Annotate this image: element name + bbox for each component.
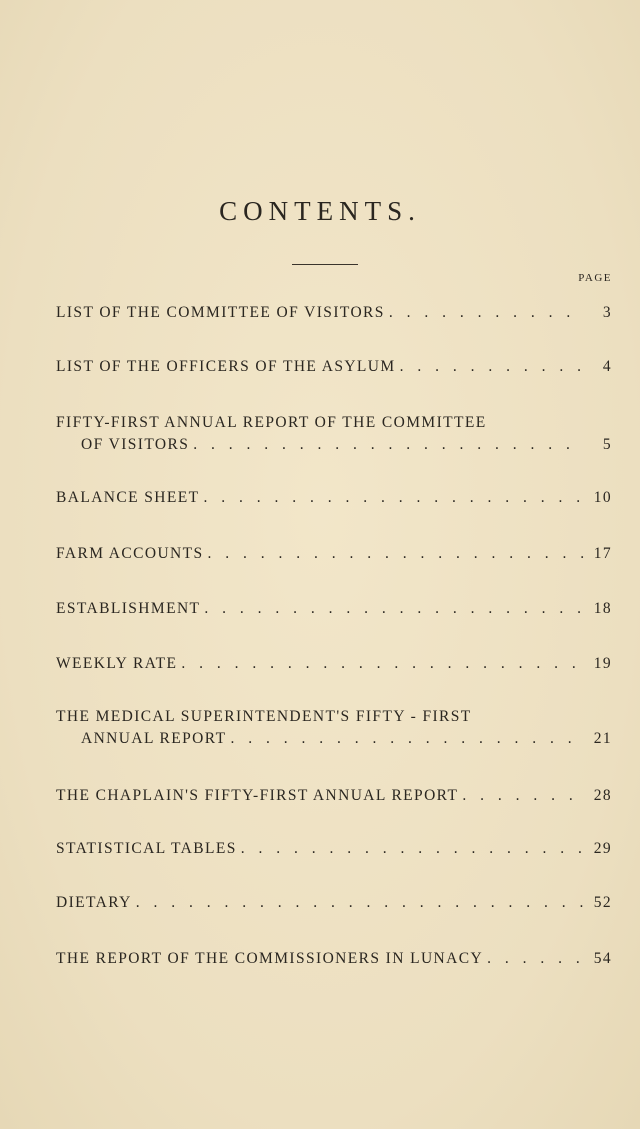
- dot-leader: [396, 356, 584, 378]
- page-title: CONTENTS.: [219, 196, 421, 226]
- entry-page: 21: [593, 730, 612, 747]
- entry-page: 29: [593, 840, 612, 857]
- entry-title: THE CHAPLAIN'S FIFTY-FIRST ANNUAL REPORT: [56, 787, 459, 804]
- entry-title-line1: FIFTY-FIRST ANNUAL REPORT OF THE COMMITTEE: [56, 414, 487, 431]
- entry-title: BALANCE SHEET: [56, 489, 200, 506]
- toc-entry-commissioners-in-lunacy: [56, 948, 612, 970]
- dot-leader: [385, 302, 584, 324]
- entry-page: 5: [602, 436, 612, 453]
- dot-leader: [132, 892, 584, 914]
- dot-leader: [226, 728, 584, 750]
- entry-title: STATISTICAL TABLES: [56, 840, 237, 857]
- page-column-label: PAGE: [578, 272, 612, 284]
- entry-title: ANNUAL REPORT: [81, 730, 227, 747]
- toc-entry-balance-sheet: [56, 487, 612, 509]
- dot-leader: [237, 838, 584, 860]
- entry-page: 28: [593, 787, 612, 804]
- entry-page: 54: [593, 950, 612, 967]
- entry-page: 19: [593, 655, 612, 672]
- entry-title: LIST OF THE OFFICERS OF THE ASYLUM: [56, 358, 396, 375]
- entry-page: 52: [593, 894, 612, 911]
- dot-leader: [189, 434, 584, 456]
- dot-leader: [177, 653, 584, 675]
- entry-title: OF VISITORS: [81, 436, 190, 453]
- toc-entry-statistical-tables: [56, 838, 612, 860]
- toc-entry-committee-of-visitors: [56, 302, 612, 324]
- entry-page: 17: [593, 545, 612, 562]
- dot-leader: [458, 785, 584, 807]
- entry-page: 4: [602, 358, 612, 375]
- entry-title: FARM ACCOUNTS: [56, 545, 204, 562]
- toc-entry-chaplain-report: [56, 785, 612, 807]
- toc-entry-committee-report: [56, 412, 612, 456]
- dot-leader: [200, 598, 584, 620]
- entry-title-line1: THE MEDICAL SUPERINTENDENT'S FIFTY - FIRST: [56, 708, 472, 725]
- toc-entry-officers: [56, 356, 612, 378]
- entry-title: LIST OF THE COMMITTEE OF VISITORS: [56, 304, 385, 321]
- toc-entry-establishment: [56, 598, 612, 620]
- toc-entry-farm-accounts: [56, 543, 612, 565]
- entry-page: 3: [602, 304, 612, 321]
- toc-entry-weekly-rate: [56, 653, 612, 675]
- entry-title: ESTABLISHMENT: [56, 600, 201, 617]
- dot-leader: [204, 543, 584, 565]
- entry-title: WEEKLY RATE: [56, 655, 178, 672]
- entry-title: THE REPORT OF THE COMMISSIONERS IN LUNACY: [56, 950, 484, 967]
- dot-leader: [200, 487, 585, 509]
- entry-page: 10: [593, 489, 612, 506]
- dot-leader: [483, 948, 584, 970]
- entry-title: DIETARY: [56, 894, 132, 911]
- toc-entry-medical-superintendent: [56, 706, 612, 750]
- title-rule: [292, 264, 358, 265]
- entry-page: 18: [593, 600, 612, 617]
- toc-entry-dietary: [56, 892, 612, 914]
